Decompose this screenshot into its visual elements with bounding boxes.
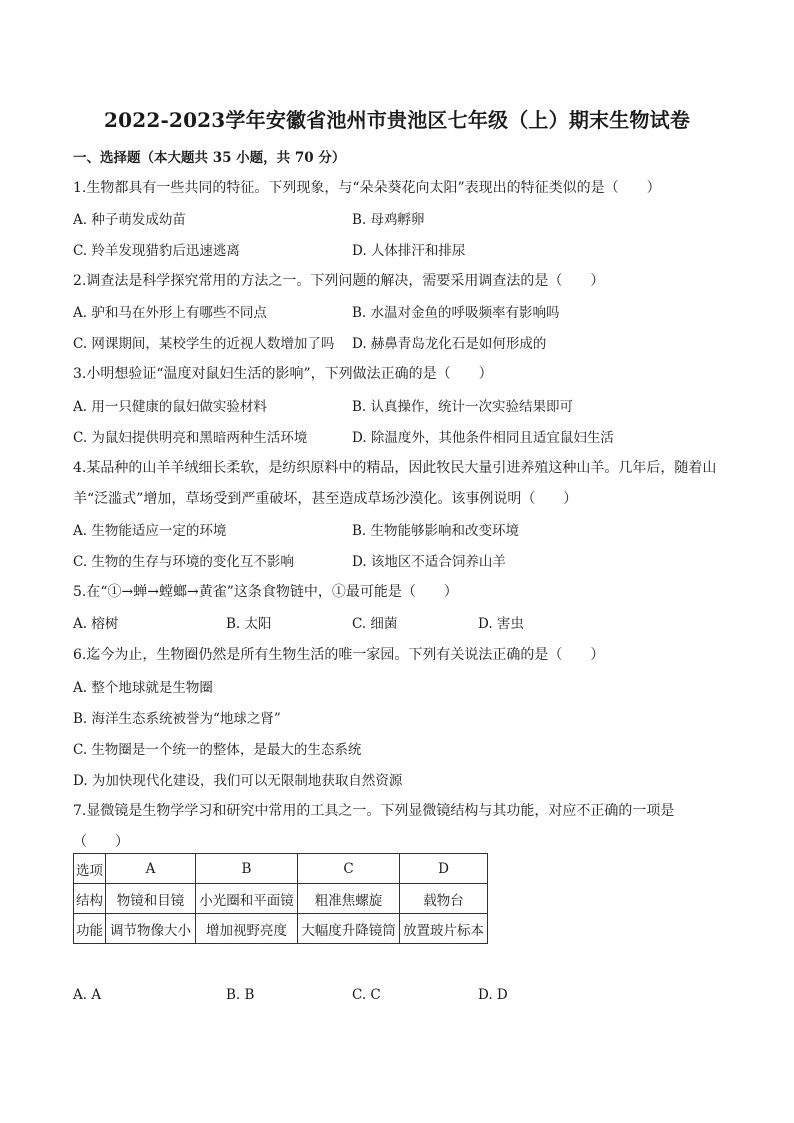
exam-title: 2022-2023学年安徽省池州市贵池区七年级（上）期末生物试卷 (103, 108, 691, 132)
table-cell: 结构 (74, 884, 106, 914)
question-6-option-c: C. 生物圈是一个统一的整体，是最大的生态系统 (73, 742, 362, 758)
question-3-stem: 3.小明想验证“温度对鼠妇生活的影响”，下列做法正确的是（ ） (73, 366, 493, 382)
table-header-row (74, 854, 488, 884)
question-4-option-c: C. 生物的生存与环境的变化互不影响 (73, 554, 294, 570)
section-heading: 一、选择题（本大题共 35 小题，共 70 分） (73, 150, 346, 166)
question-3-option-c: C. 为鼠妇提供明亮和黑暗两种生活环境 (73, 430, 308, 446)
table-cell: 小光圈和平面镜 (196, 884, 298, 914)
question-3-option-a: A. 用一只健康的鼠妇做实验材料 (73, 399, 267, 415)
question-6-stem: 6.迄今为止，生物圈仍然是所有生物生活的唯一家园。下列有关说法正确的是（ ） (73, 647, 605, 663)
table-cell: 大幅度升降镜筒 (298, 914, 400, 944)
question-7-option-a: A. A (73, 987, 102, 1003)
question-5-stem: 5.在“①→蝉→螳螂→黄雀”这条食物链中，①最可能是（ ） (73, 584, 458, 600)
question-4-option-b: B. 生物能够影响和改变环境 (352, 523, 520, 539)
table-header-cell: C (298, 854, 400, 884)
question-2-option-a: A. 驴和马在外形上有哪些不同点 (73, 305, 267, 321)
table-cell: 粗准焦螺旋 (298, 884, 400, 914)
question-4-stem-line-2: 羊“泛滥式”增加，草场受到严重破坏，甚至造成草场沙漠化。该事例说明（ ） (73, 491, 578, 507)
table-cell: 物镜和目镜 (106, 884, 196, 914)
question-2-option-b: B. 水温对金鱼的呼吸频率有影响吗 (352, 305, 560, 321)
question-6-option-b: B. 海洋生态系统被誉为“地球之肾” (73, 711, 281, 727)
question-1-option-b: B. 母鸡孵卵 (352, 212, 425, 228)
table-cell: 增加视野亮度 (196, 914, 298, 944)
question-7-stem-line-2: （ ） (73, 834, 129, 850)
table-header-cell: A (106, 854, 196, 884)
table-cell: 放置玻片标本 (400, 914, 488, 944)
question-7-stem-line-1: 7.显微镜是生物学学习和研究中常用的工具之一。下列显微镜结构与其功能，对应不正确的一项是 (73, 803, 675, 819)
question-3-option-b: B. 认真操作，统计一次实验结果即可 (352, 399, 574, 415)
question-1-option-c: C. 羚羊发现猎豹后迅速逃离 (73, 243, 240, 259)
question-1-option-a: A. 种子萌发成幼苗 (73, 212, 186, 228)
question-5-option-d: D. 害虫 (478, 616, 524, 632)
question-4-stem-line-1: 4.某品种的山羊羊绒细长柔软，是纺织原料中的精品，因此牧民大量引进养殖这种山羊。几年后，随着山 (73, 460, 717, 476)
table-row (74, 884, 488, 914)
table-cell: 调节物像大小 (106, 914, 196, 944)
question-1-option-d: D. 人体排汗和排尿 (352, 243, 466, 259)
question-1-stem: 1.生物都具有一些共同的特征。下列现象，与“朵朵葵花向太阳”表现出的特征类似的是（ ） (73, 180, 661, 196)
question-2-stem: 2.调查法是科学探究常用的方法之一。下列问题的解决，需要采用调查法的是（ ） (73, 273, 605, 289)
table-cell: 功能 (74, 914, 106, 944)
question-3-option-d: D. 除温度外，其他条件相同且适宜鼠妇生活 (352, 430, 614, 446)
question-2-option-d: D. 赫鼻青岛龙化石是如何形成的 (352, 336, 547, 352)
microscope-table (73, 853, 488, 944)
table-row (74, 914, 488, 944)
question-6-option-d: D. 为加快现代化建设，我们可以无限制地获取自然资源 (73, 773, 403, 789)
question-4-option-d: D. 该地区不适合饲养山羊 (352, 554, 506, 570)
question-5-option-b: B. 太阳 (226, 616, 272, 632)
table-header-cell: 选项 (74, 854, 106, 884)
table-header-cell: D (400, 854, 488, 884)
question-6-option-a: A. 整个地球就是生物圈 (73, 680, 213, 696)
question-5-option-a: A. 榕树 (73, 616, 119, 632)
table-header-cell: B (196, 854, 298, 884)
question-2-option-c: C. 网课期间，某校学生的近视人数增加了吗 (73, 336, 335, 352)
question-4-option-a: A. 生物能适应一定的环境 (73, 523, 227, 539)
question-7-option-b: B. B (226, 987, 255, 1003)
table-cell: 载物台 (400, 884, 488, 914)
question-5-option-c: C. 细菌 (352, 616, 398, 632)
question-7-option-d: D. D (478, 987, 508, 1003)
question-7-option-c: C. C (352, 987, 381, 1003)
